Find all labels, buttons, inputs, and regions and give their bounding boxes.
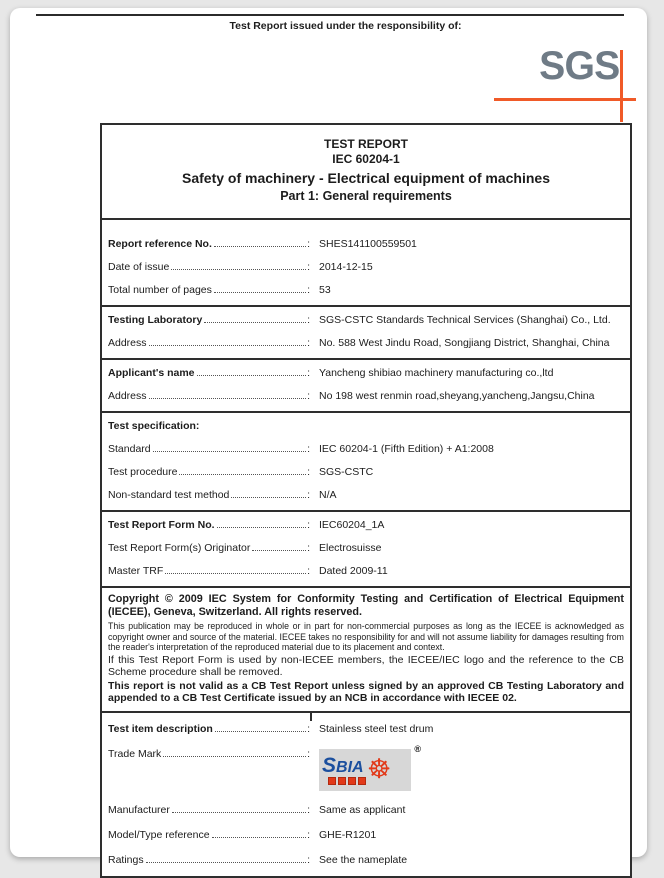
field-row: Master TRF : Dated 2009-11 [102,560,630,583]
field-label: Total number of pages [108,284,212,296]
section-test-spec [102,413,630,512]
field-label: Ratings [108,853,144,866]
field-label: Trade Mark [108,747,162,760]
field-row: Date of issue : 2014-12-15 [102,256,630,279]
field-value: No 198 west renmin road,sheyang,yancheng,Jangsu,China [319,390,595,402]
field-label: Model/Type reference [108,828,210,841]
field-value: 2014-12-15 [319,261,373,273]
field-row: Standard : IEC 60204-1 (Fifth Edition) + A1:2008 [102,438,630,461]
trademark-character-block [358,777,366,785]
field-value: No. 588 West Jindu Road, Songjiang District, Shanghai, China [319,337,610,349]
field-label: Testing Laboratory [108,314,203,326]
field-row: Test Report Form(s) Originator : Electrosuisse [102,537,630,560]
report-table [100,123,632,878]
dotted-leader [165,573,306,574]
dotted-leader [217,527,307,528]
copyright-fine-print: This publication may be reproduced in whole or in part for non-commercial purposes as long as the IECEE is acknowledged as copyright owner and source of the material. IECEE takes no responsibility for and will not assume liability for damages resulting from the reader's interpretation of the reproduced material due to its placement and context. [108,621,624,652]
sgs-logo-vertical-line [620,50,623,122]
field-value: N/A [319,489,337,501]
copyright-validity-note: This report is not valid as a CB Test Report unless signed by an approved CB Testing Laboratory and appended to a CB Test Certificate issued by an NCB in accordance with IECEE 02. [108,679,624,704]
field-row: Applicant's name : Yancheng shibiao machinery manufacturing co.,ltd [102,362,630,385]
dotted-leader [149,398,307,399]
field-row: Test item description : Stainless steel test drum [102,717,630,742]
sgs-logo [462,36,647,136]
report-page [10,8,647,866]
field-label: Test Report Form(s) Originator [108,542,251,554]
section-heading: Test specification: [108,420,200,432]
title-test-report: TEST REPORT [323,137,408,151]
section-copyright [102,588,630,713]
field-label: Standard [108,443,151,455]
dotted-leader [179,474,306,475]
dotted-leader [231,497,306,498]
trademark-brand-text: SBIA [322,753,364,777]
field-value: Yancheng shibiao machinery manufacturing co.,ltd [319,367,554,379]
dotted-leader [197,375,307,376]
title-part: Part 1: General requirements [280,189,452,203]
field-label: Test procedure [108,466,178,478]
field-value: SHES141100559501 [319,238,417,250]
field-value: 53 [319,284,331,296]
wheel-icon: ☸ [367,754,392,785]
field-label: Report reference No. [108,238,212,250]
trademark-chinese-band [322,777,366,785]
field-row: Report reference No. : SHES141100559501 [102,233,630,256]
dotted-leader [153,451,306,452]
field-label: Master TRF [108,565,164,577]
registered-trademark-icon: ® [414,743,421,754]
field-value: Dated 2009-11 [319,565,388,577]
dotted-leader [204,322,306,323]
sgs-logo-horizontal-line [494,98,636,101]
copyright-removal-note: If this Test Report Form is used by non-IECEE members, the IECEE/IEC logo and the reference to the CB Scheme procedure shall be removed. [108,653,624,678]
title-standard-name: Safety of machinery - Electrical equipment of machines [182,170,550,186]
section-heading-row [102,415,630,438]
field-label: Non-standard test method [108,489,230,501]
trademark-character-block [338,777,346,785]
field-row: Non-standard test method : N/A [102,484,630,507]
section-applicant [102,360,630,413]
dotted-leader [172,812,306,813]
dotted-leader [214,292,306,293]
field-value: Same as applicant [319,803,406,816]
field-row: Test Report Form No. : IEC60204_1A [102,514,630,537]
field-value: IEC 60204-1 (Fifth Edition) + A1:2008 [319,443,494,455]
field-value: Electrosuisse [319,542,382,554]
field-label: Applicant's name [108,367,195,379]
field-value: GHE-R1201 [319,828,377,841]
dotted-leader [212,837,307,838]
trademark-logo [319,743,421,791]
field-label: Address [108,390,147,402]
field-row: Total number of pages : 53 [102,279,630,302]
field-row: Address : No. 588 West Jindu Road, Songjiang District, Shanghai, China [102,332,630,355]
field-value: SGS-CSTC Standards Technical Services (Shanghai) Co., Ltd. [319,314,611,326]
section-report-info [102,220,630,307]
field-label: Address [108,337,147,349]
field-row: Manufacturer : Same as applicant [102,798,630,823]
field-row: Address : No 198 west renmin road,sheyang,yancheng,Jangsu,China [102,385,630,408]
trademark-brand-rest: BIA [336,758,364,776]
field-row: Model/Type reference : GHE-R1201 [102,823,630,848]
dotted-leader [146,862,306,863]
field-label: Test item description [108,722,213,735]
field-row: Testing Laboratory : SGS-CSTC Standards Technical Services (Shanghai) Co., Ltd. [102,309,630,332]
field-value: Stainless steel test drum [319,722,434,735]
field-label: Test Report Form No. [108,519,215,531]
field-label: Date of issue [108,261,170,273]
dotted-leader [252,550,306,551]
title-block [102,125,630,220]
section-test-item [102,713,630,876]
header-rule [36,14,624,16]
sgs-logo-text: SGS [538,43,619,88]
dotted-leader [214,246,306,247]
field-value: SGS-CSTC [319,466,374,478]
trademark-character-block [328,777,336,785]
dotted-leader [163,756,306,757]
trademark-row: Trade Mark : SBIA ☸ ® [102,742,630,798]
dotted-leader [149,345,307,346]
dotted-leader [215,731,306,732]
dotted-leader [171,269,306,270]
trademark-character-block [348,777,356,785]
section-testing-lab [102,307,630,360]
field-label: Manufacturer [108,803,170,816]
copyright-heading: Copyright © 2009 IEC System for Conformity Testing and Certification of Electrical Equipment (IECEE), Geneva, Switzerland. All rights reserved. [108,593,624,618]
field-row: Ratings : See the nameplate [102,848,630,873]
issued-under-text: Test Report issued under the responsibility of: [229,20,462,32]
field-row: Test procedure : SGS-CSTC [102,461,630,484]
title-standard-number: IEC 60204-1 [332,152,400,166]
section-report-form [102,512,630,588]
field-value: IEC60204_1A [319,519,385,531]
field-value: See the nameplate [319,853,408,866]
